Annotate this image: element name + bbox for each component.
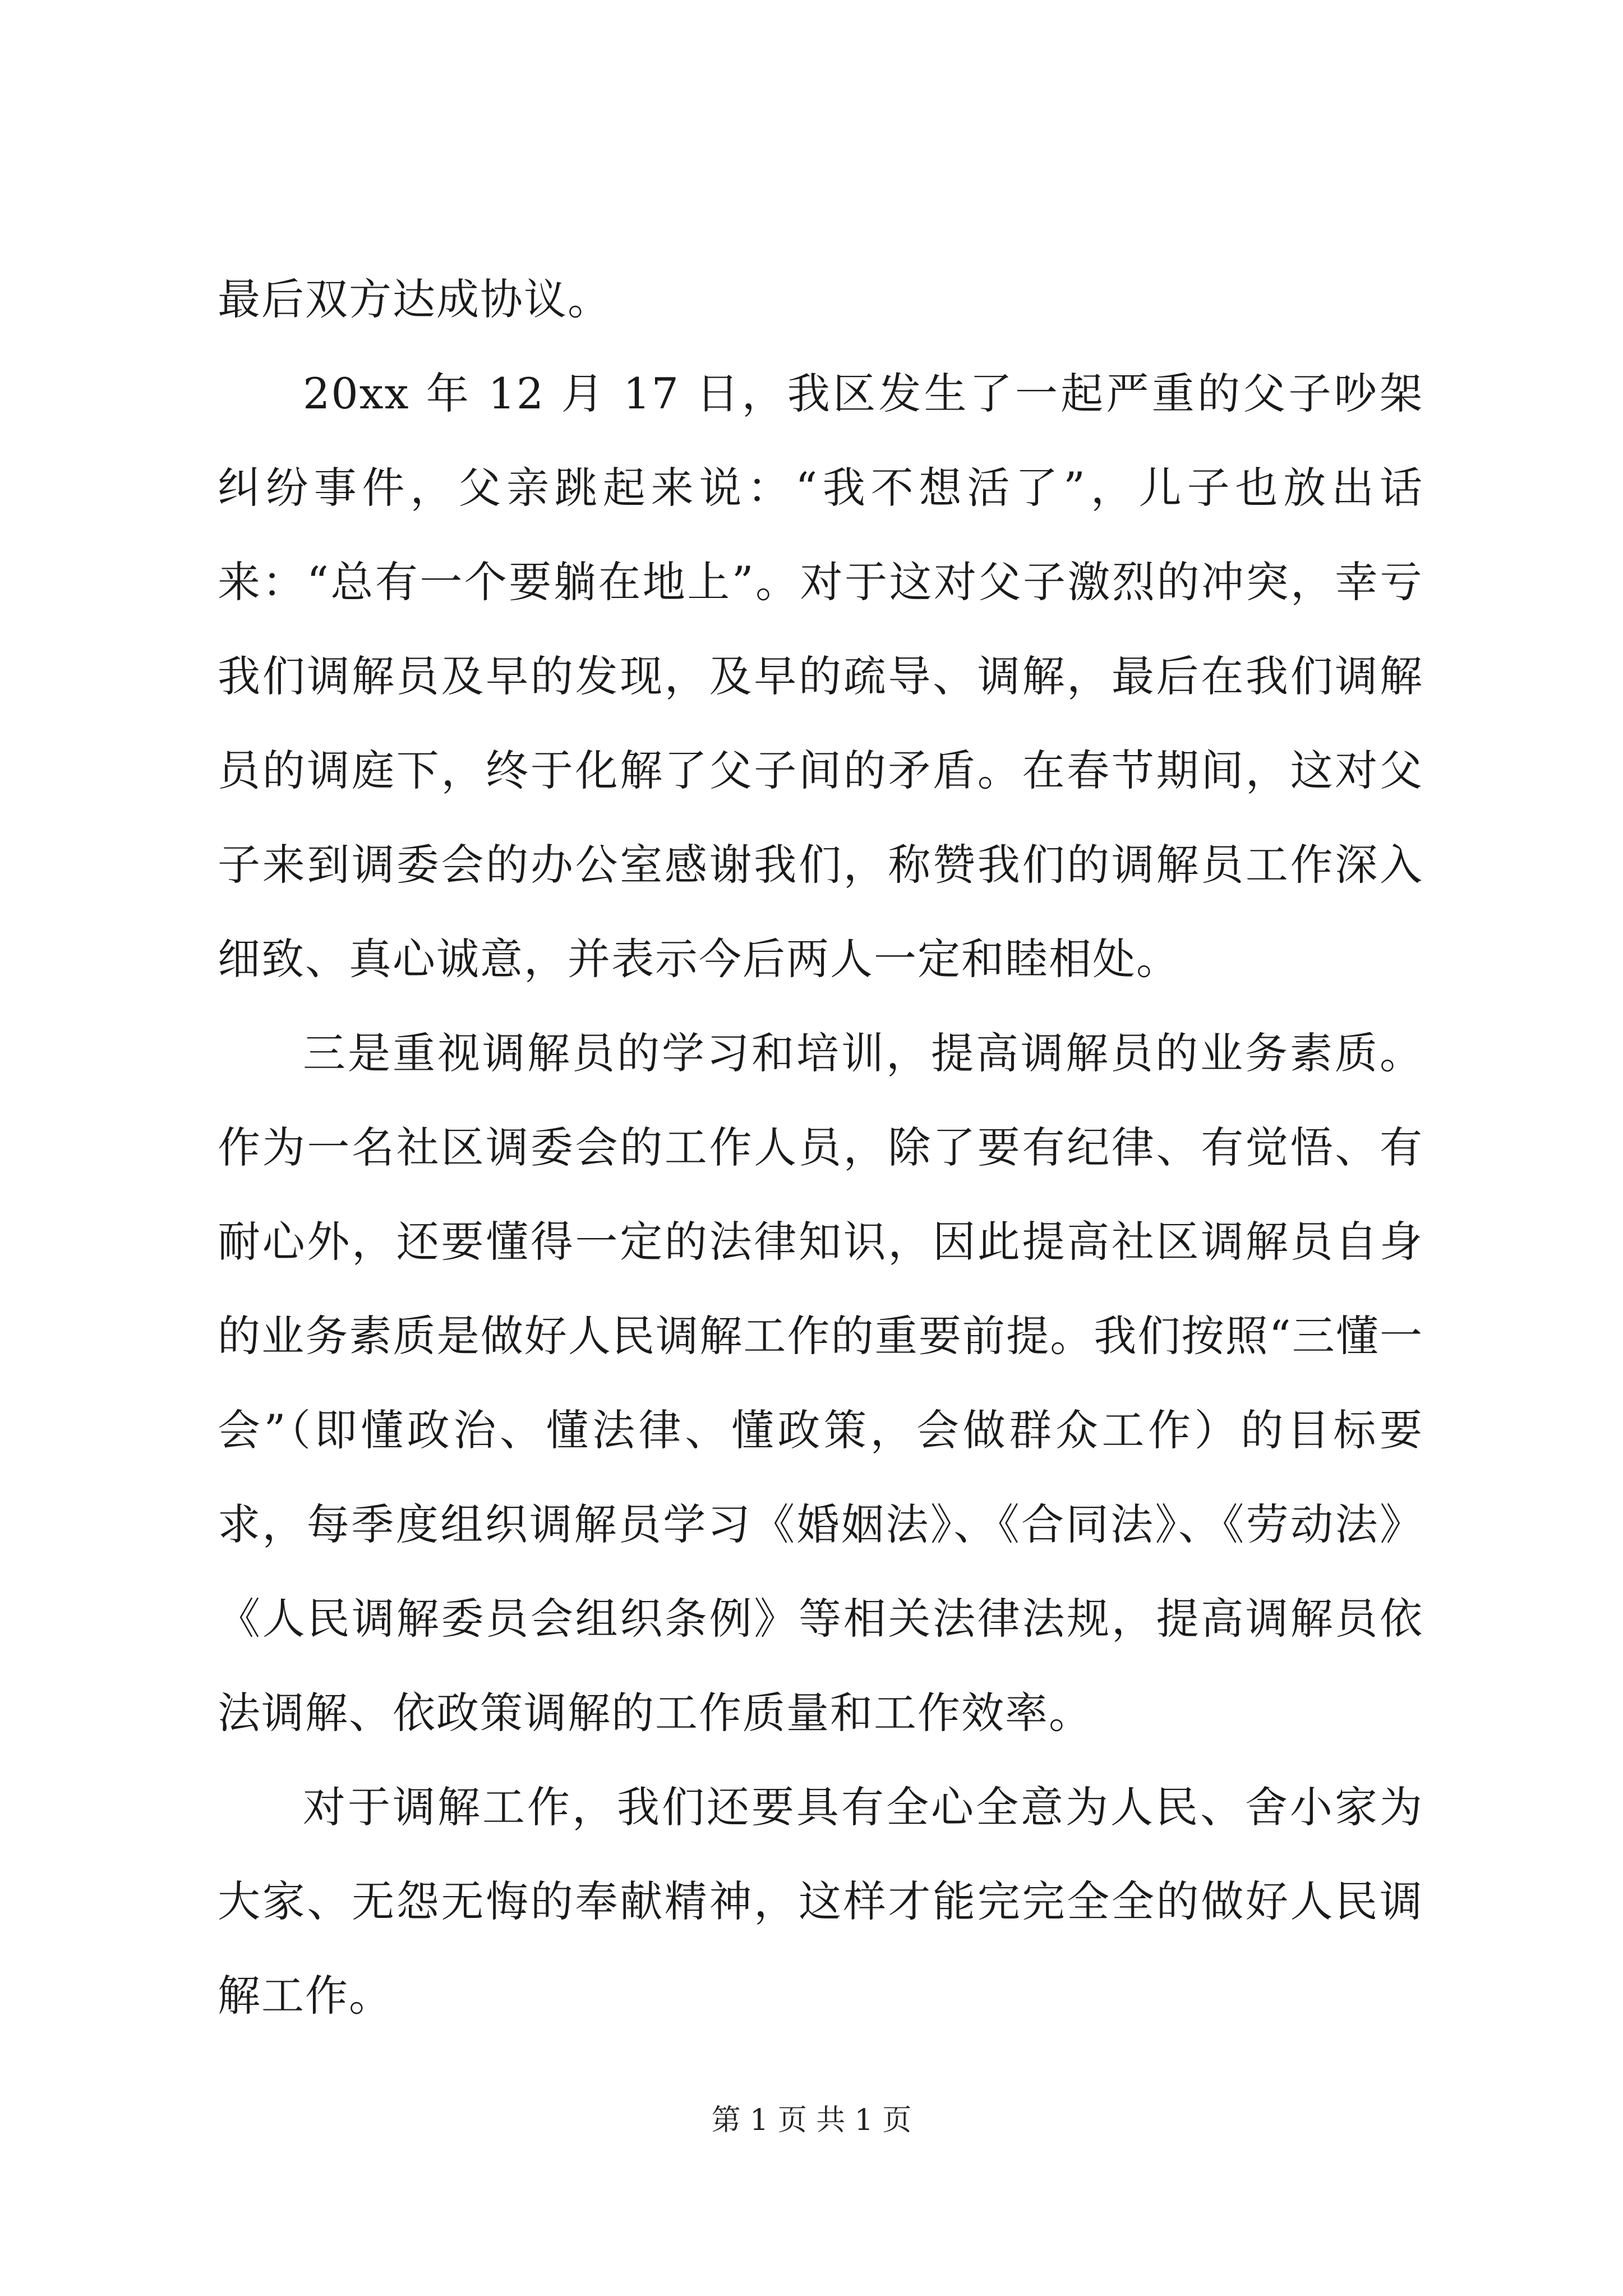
- paragraph-1: 最后双方达成协议。: [218, 274, 611, 324]
- paragraph-4: 对于调解工作，我们还要具有全心全意为人民、舍小家为大家、无怨无悔的奉献精神，这样才能完完全全的做好人民调解工作。: [218, 1782, 1423, 2021]
- document-body: [218, 252, 1423, 2043]
- paragraph-3: 三是重视调解员的学习和培训，提高调解员的业务素质。作为一名社区调委会的工作人员，除了要有纪律、有觉悟、有耐心外，还要懂得一定的法律知识，因此提高社区调解员自身的业务素质是做好人民调解工作的重要前提。我们按照“三懂一会”（即懂政治、懂法律、懂政策，会做群众工作）的目标要求，每季度组织调解员学习《婚姻法》、《合同法》、《劳动法》《人民调解委员会组织条例》等相关法律法规，提高调解员依法调解、依政策调解的工作质量和工作效率。: [218, 1028, 1423, 1738]
- paragraph-2: 20xx 年 12 月 17 日，我区发生了一起严重的父子吵架纠纷事件，父亲跳起来说：“我不想活了”，儿子也放出话来：“总有一个要躺在地上”。对于这对父子激烈的冲突，幸亏我们调解员及早的发现，及早的疏导、调解，最后在我们调解员的调庭下，终于化解了父子间的矛盾。在春节期间，这对父子来到调委会的办公室感谢我们，称赞我们的调解员工作深入细致、真心诚意，并表示今后两人一定和睦相处。: [218, 369, 1423, 984]
- page-number-footer: 第 1 页 共 1 页: [711, 2104, 912, 2137]
